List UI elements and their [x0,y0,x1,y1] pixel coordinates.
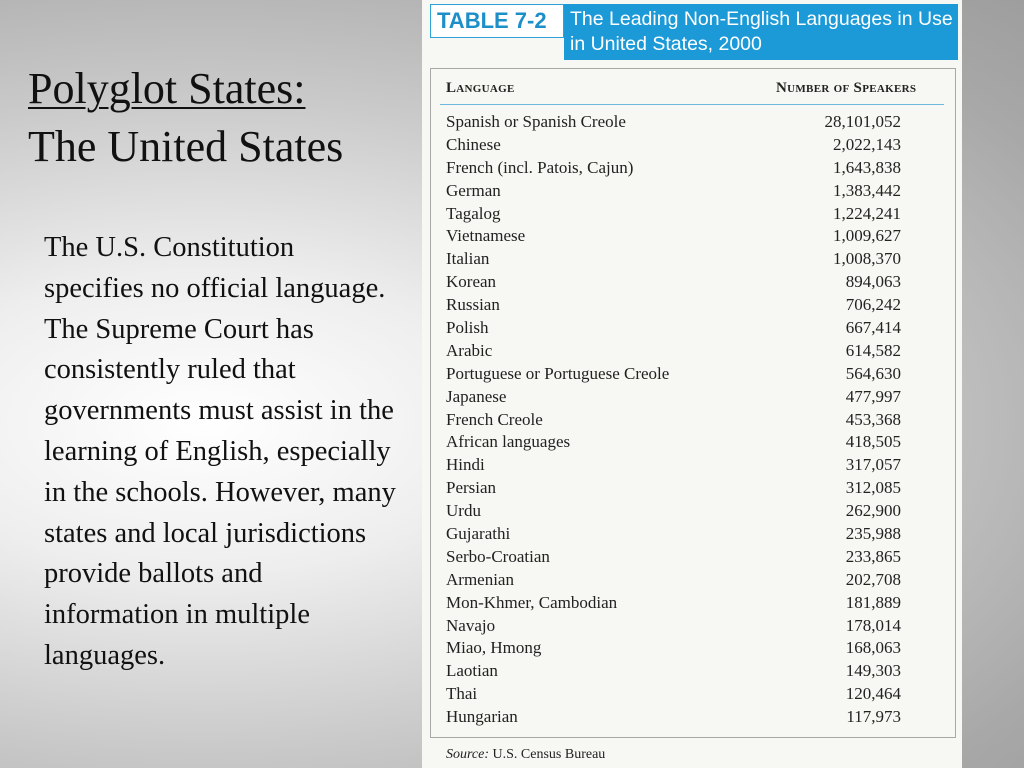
table-row [422,271,962,294]
language-name: French Creole [446,409,543,429]
language-name: Spanish or Spanish Creole [446,112,626,131]
table-row [422,386,962,409]
table-row [422,225,962,248]
table-row [422,363,962,386]
table-row [422,317,962,340]
speaker-count: 706,242 [845,295,901,315]
language-name: Navajo [446,615,496,635]
table-row [422,660,962,683]
column-header-speakers: Number of Speakers [776,80,917,96]
language-name: Mon-Khmer, Cambodian [446,592,618,612]
speaker-count: 1,224,241 [833,203,901,223]
language-name: Chinese [446,134,501,154]
table-row [422,546,962,569]
language-name: Gujarathi [446,524,511,544]
table-row [422,592,962,615]
table-row [422,500,962,523]
speaker-count: 1,383,442 [833,180,901,200]
speaker-count: 1,008,370 [833,249,901,269]
source-label: Source: [446,747,490,762]
table-row [422,454,962,477]
speaker-count: 1,009,627 [833,226,901,246]
speaker-count: 564,630 [845,363,901,383]
speaker-count: 317,057 [845,455,901,475]
table-row [422,180,962,203]
speaker-count: 149,303 [845,661,901,681]
table-row [422,706,962,729]
slide-body-text: The U.S. Constitution specifies no official language. The Supreme Court has consistently ruled that governments must assist in the learning of English, especially in the schools. However, many states and local jurisdictions provide ballots and information in multiple languages. [44,232,396,671]
language-name: Portuguese or Portuguese Creole [446,363,670,383]
table-row [422,431,962,454]
speaker-count: 235,988 [845,524,901,544]
language-name: Thai [446,684,478,704]
language-name: Hungarian [446,707,518,727]
table-row [422,409,962,432]
source-text: U.S. Census Bureau [492,747,606,762]
slide-title-line1: Polyglot States: [28,64,306,113]
speaker-count: 120,464 [845,684,901,704]
table-header [430,2,958,62]
table-figure [422,0,962,768]
language-name: Miao, Hmong [446,638,542,658]
table-row [422,111,962,134]
table-source [446,747,605,763]
table-row [422,294,962,317]
language-name: Russian [446,295,500,315]
table-row [422,340,962,363]
speaker-count: 477,997 [845,386,901,406]
slide-title-line2: The United States [28,122,344,171]
speaker-count: 894,063 [845,272,901,292]
table-row [422,569,962,592]
language-name: Laotian [446,661,498,681]
speaker-count: 2,022,143 [833,134,901,154]
table-row [422,523,962,546]
table-row [422,134,962,157]
speaker-count: 202,708 [845,569,901,589]
table-number-label: TABLE 7-2 [430,4,564,38]
language-name: Vietnamese [446,226,526,246]
header-divider [440,104,944,105]
slide-title [28,60,343,176]
language-name: Serbo-Croatian [446,546,550,566]
column-header-language: Language [446,80,515,96]
language-name: Persian [446,478,497,498]
speaker-count: 28,101,052 [824,112,901,131]
table-caption: The Leading Non-English Languages in Use in United States, 2000 [564,4,958,60]
speaker-count: 168,063 [845,638,901,658]
language-name: Armenian [446,569,514,589]
speaker-count: 418,505 [845,432,901,452]
language-name: Urdu [446,501,481,521]
speaker-count: 233,865 [845,546,901,566]
speaker-count: 1,643,838 [833,157,901,177]
table-row [422,248,962,271]
table-row [422,157,962,180]
table-row [422,615,962,638]
table-row [422,683,962,706]
speaker-count: 181,889 [845,592,901,612]
speaker-count: 117,973 [846,707,901,727]
language-name: Japanese [446,386,507,406]
table-row [422,203,962,226]
speaker-count: 667,414 [845,318,901,338]
speaker-count: 262,900 [845,501,901,521]
language-name: African languages [446,432,571,452]
table-body [422,111,962,729]
language-name: Polish [446,318,489,338]
language-name: Korean [446,272,497,292]
speaker-count: 178,014 [845,615,901,635]
language-name: Italian [446,249,490,269]
table-row [422,477,962,500]
language-name: Arabic [446,340,493,360]
language-name: French (incl. Patois, Cajun) [446,157,634,177]
speaker-count: 312,085 [845,478,901,498]
language-name: German [446,180,501,200]
language-name: Hindi [446,455,485,475]
language-name: Tagalog [446,203,501,223]
table-row [422,637,962,660]
speaker-count: 453,368 [845,409,901,429]
speaker-count: 614,582 [845,340,901,360]
